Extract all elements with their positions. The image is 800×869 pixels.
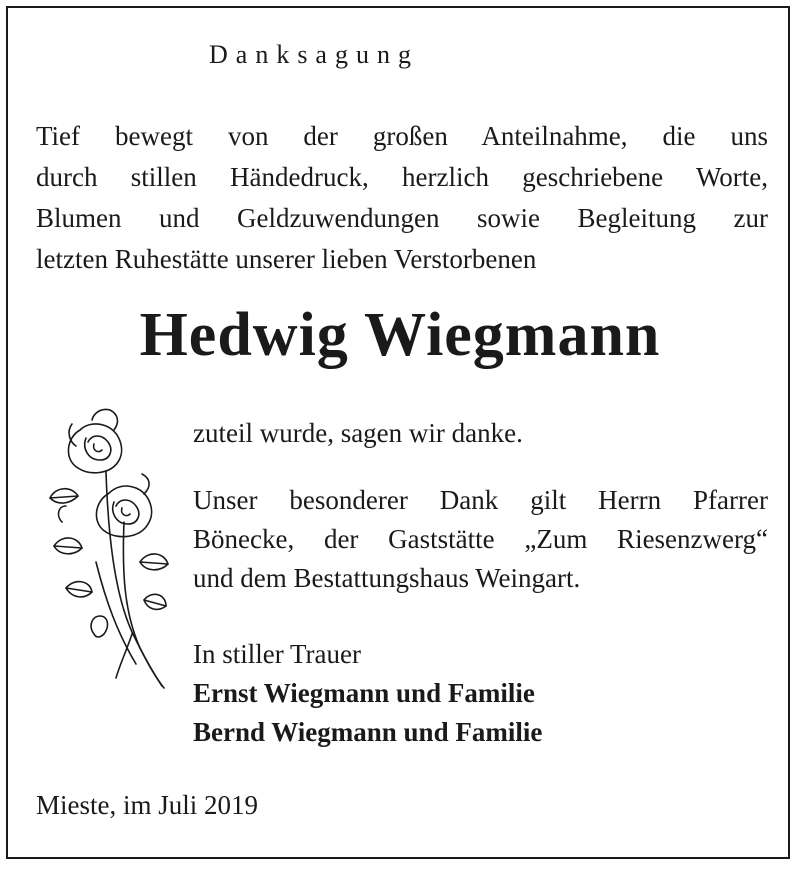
- special-thanks-line: Unser besonderer Dank gilt Herrn Pfarrer: [193, 485, 768, 515]
- intro-line: letzten Ruhestätte unserer lieben Verstorbenen: [36, 244, 537, 274]
- deceased-name: Hedwig Wiegmann: [139, 301, 661, 369]
- mourning-phrase: In stiller Trauer: [193, 639, 361, 669]
- place-date: Mieste, im Juli 2019: [36, 790, 258, 820]
- rose-illustration-icon: [36, 402, 176, 692]
- intro-line: durch stillen Händedruck, herzlich geschriebene Worte,: [36, 162, 768, 192]
- signature-block: [193, 635, 768, 752]
- notice-heading: Danksagung: [209, 40, 419, 69]
- continuation-text: zuteil wurde, sagen wir danke.: [193, 418, 523, 448]
- special-thanks-line: und dem Bestattungshaus Weingart.: [193, 563, 581, 593]
- special-thanks-paragraph: [193, 481, 768, 598]
- special-thanks-line: Bönecke, der Gaststätte „Zum Riesenzwerg“: [193, 524, 768, 554]
- mourner-name: Ernst Wiegmann und Familie: [193, 678, 535, 708]
- intro-line: Blumen und Geldzuwendungen sowie Begleitung zur: [36, 203, 768, 233]
- mourner-name: Bernd Wiegmann und Familie: [193, 717, 543, 747]
- intro-paragraph: [36, 116, 768, 280]
- intro-line: Tief bewegt von der großen Anteilnahme, die uns: [36, 121, 768, 151]
